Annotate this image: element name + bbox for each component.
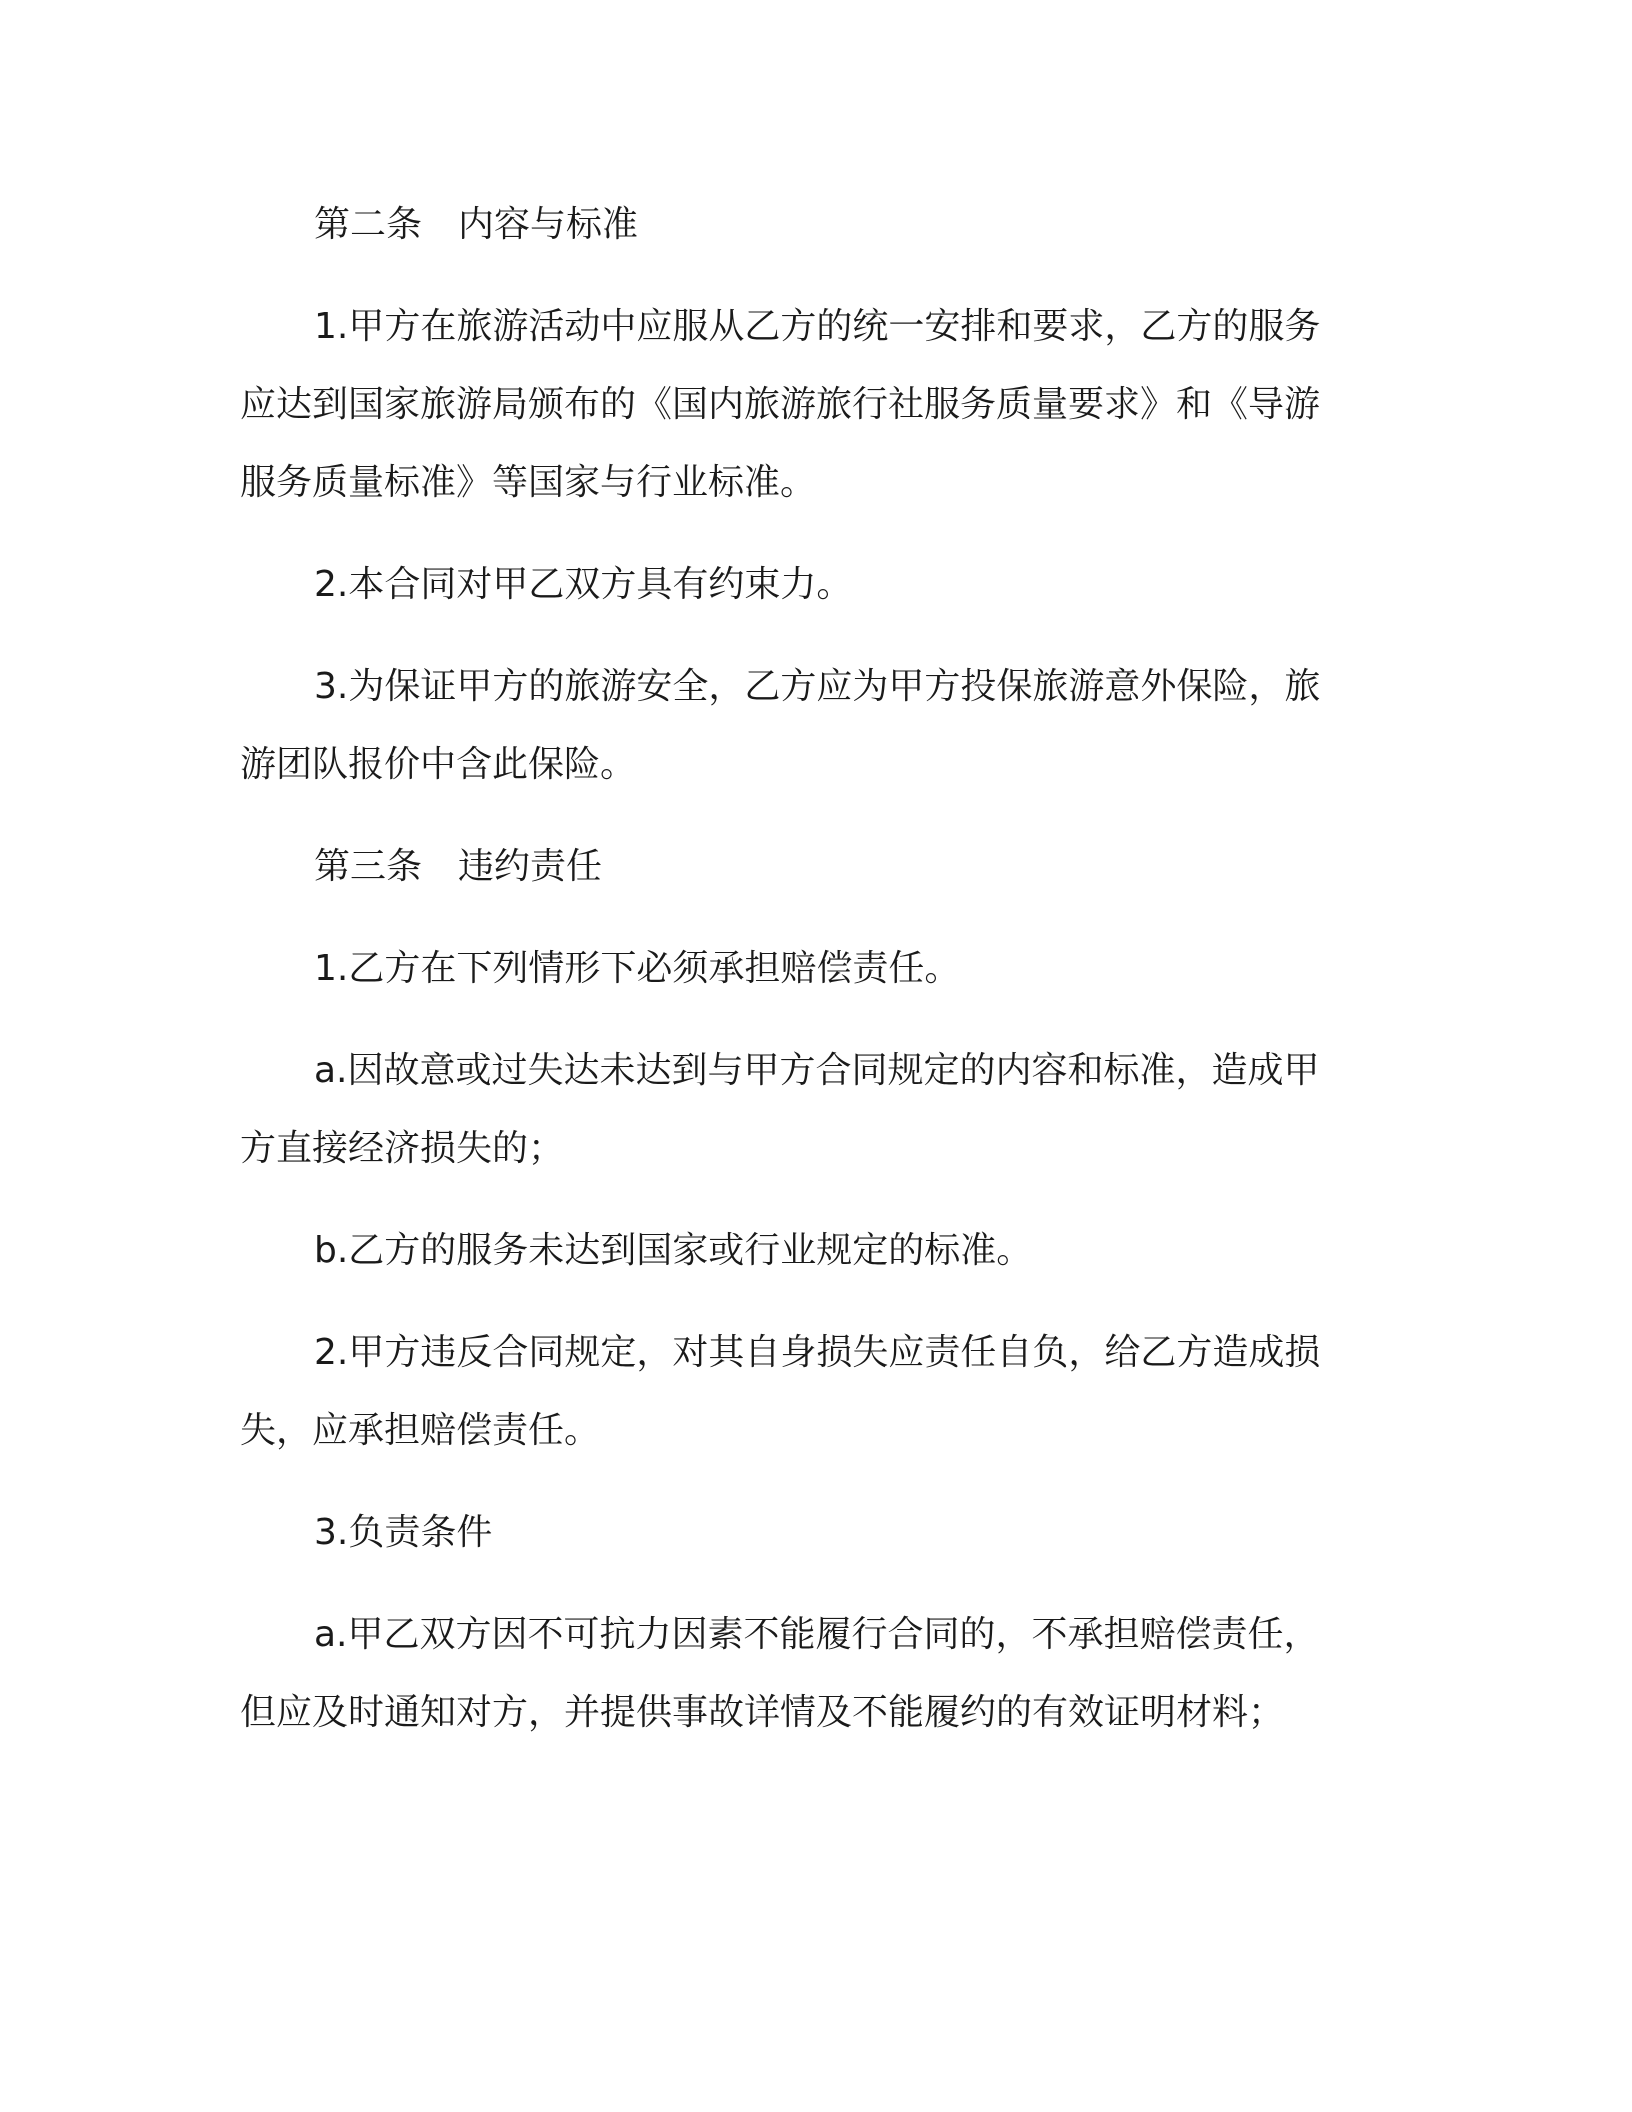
section-number: 第三条 <box>314 846 423 887</box>
paragraph: a.因故意或过失达未达到与甲方合同规定的内容和标准，造成甲方直接经济损失的； <box>240 1050 1320 1169</box>
document-page <box>240 186 1350 1776</box>
section-title: 违约责任 <box>458 846 603 887</box>
paragraph: a.甲乙双方因不可抗力因素不能履行合同的，不承担赔偿责任，但应及时通知对方，并提供事故详情及不能履约的有效证明材料； <box>240 1614 1320 1733</box>
section-title: 内容与标准 <box>458 204 639 245</box>
paragraph: 3.负责条件 <box>314 1512 493 1553</box>
paragraph: 2.本合同对甲乙双方具有约束力。 <box>314 564 853 605</box>
section-heading-3 <box>240 828 1350 906</box>
paragraph: 1.甲方在旅游活动中应服从乙方的统一安排和要求，乙方的服务应达到国家旅游局颁布的《国内旅游旅行社服务质量要求》和《导游服务质量标准》等国家与行业标准。 <box>240 306 1321 503</box>
paragraph: 1.乙方在下列情形下必须承担赔偿责任。 <box>314 948 961 989</box>
paragraph: 3.为保证甲方的旅游安全，乙方应为甲方投保旅游意外保险，旅游团队报价中含此保险。 <box>240 666 1321 785</box>
paragraph: 2.甲方违反合同规定，对其自身损失应责任自负，给乙方造成损失，应承担赔偿责任。 <box>240 1332 1321 1451</box>
section-number: 第二条 <box>314 204 423 245</box>
section-heading-2 <box>240 186 1350 264</box>
paragraph: b.乙方的服务未达到国家或行业规定的标准。 <box>314 1230 1033 1271</box>
